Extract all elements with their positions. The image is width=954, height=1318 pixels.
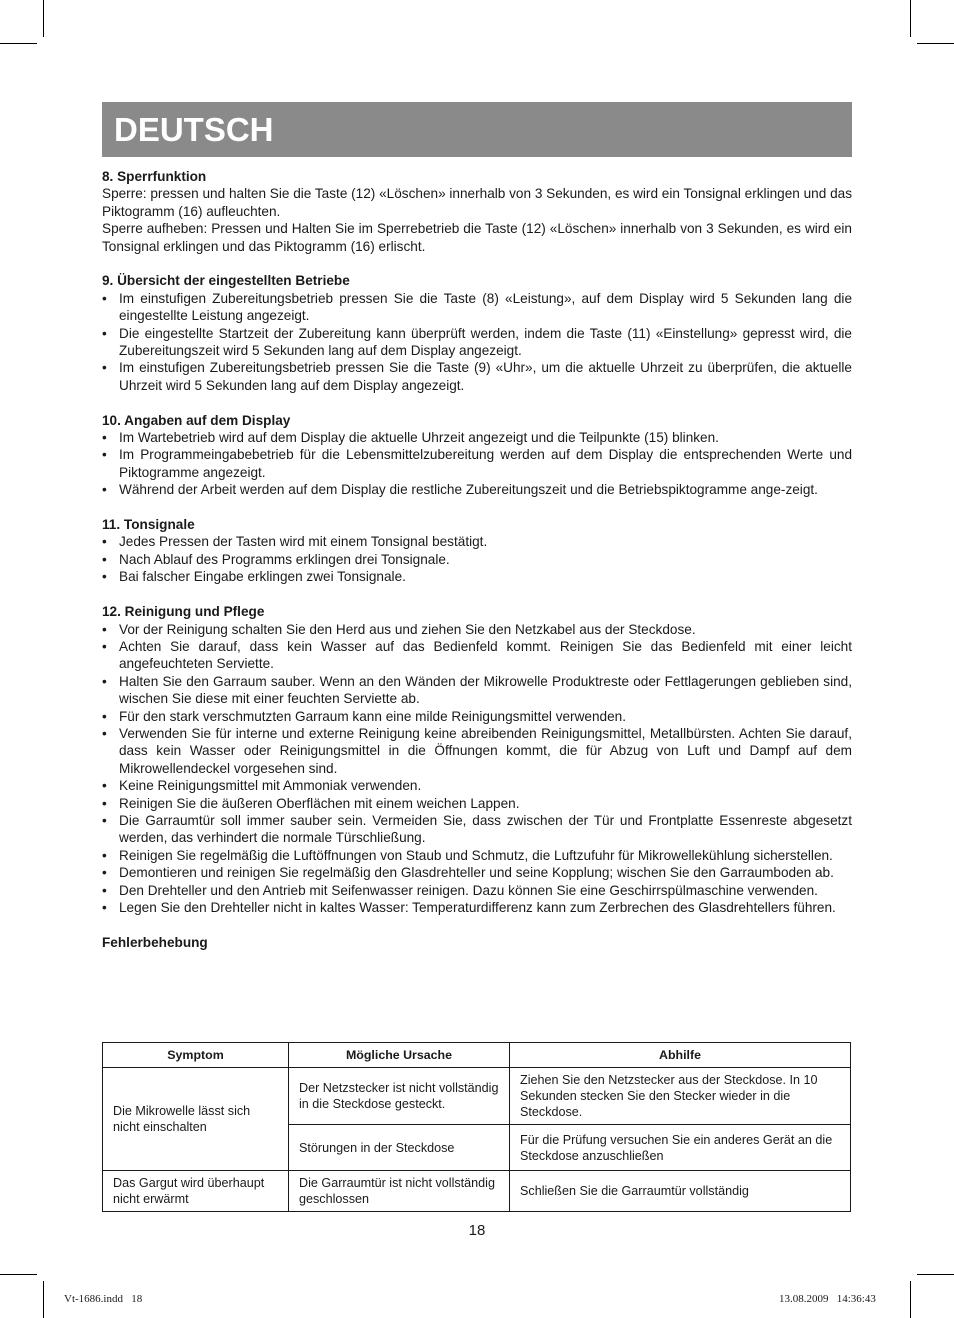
bullet-list: [102, 621, 852, 917]
list-item: • Keine Reinigungsmittel mit Ammoniak verwenden.: [102, 777, 852, 794]
section-paragraph: Sperre aufheben: Pressen und Halten Sie im Sperrebetrieb die Taste (12) «Löschen» innerhalb von 3 Sekunden, es wird ein Tonsignal erklingen und das Piktogramm (16) erlischt.: [102, 221, 852, 254]
list-item: • Achten Sie darauf, dass kein Wasser auf das Bedienfeld kommt. Reinigen Sie das Bedienfeld mit einer leicht angefeuchteten Serviette.: [102, 638, 852, 673]
list-item: • Die eingestellte Startzeit der Zubereitung kann überprüft werden, indem die Taste (11) «Einstellung» gepresst wird, die Zubereitungszeit wird 5 Sekunden lang auf dem Display angezeigt.: [102, 325, 852, 360]
list-item: • Reinigen Sie die äußeren Oberflächen mit einem weichen Lappen.: [102, 795, 852, 812]
list-item: • Verwenden Sie für interne und externe Reinigung keine abreibenden Reinigungsmittel, Metallbürsten. Achten Sie darauf, dass kein Wasser oder Reinigungsmittel in die Öffnungen kommt, die für Abzug von Luft und Dampf auf dem Mikrowellendeckel vorgesehen sind.: [102, 725, 852, 777]
manual-section: [102, 603, 852, 916]
bullet-list: [102, 429, 852, 499]
section-heading: 12. Reinigung und Pflege: [102, 604, 265, 620]
table-cell-cause: Der Netzstecker ist nicht vollständig in die Steckdose gesteckt.: [289, 1068, 510, 1125]
list-item: • Legen Sie den Drehteller nicht in kaltes Wasser: Temperaturdifferenz kann zum Zerbrechen des Glasdrehtellers führen.: [102, 899, 852, 916]
list-item: • Im einstufigen Zubereitungsbetrieb pressen Sie die Taste (9) «Uhr», um die aktuelle Uhrzeit zu überprüfen, die aktuelle Uhrzeit wird 5 Sekunden lang auf dem Display angezeigt.: [102, 359, 852, 394]
column-header-cause: Mögliche Ursache: [289, 1043, 510, 1068]
crop-mark: [910, 0, 911, 37]
list-item: • Jedes Pressen der Tasten wird mit einem Tonsignal bestätigt.: [102, 533, 852, 550]
manual-content: [102, 168, 852, 951]
manual-section: [102, 412, 852, 499]
section-heading: 11. Tonsignale: [102, 517, 195, 533]
crop-mark: [43, 1281, 44, 1318]
list-item: • Während der Arbeit werden auf dem Display die restliche Zubereitungszeit und die Betriebspiktogramme ange-zeigt.: [102, 481, 852, 498]
table-row: [103, 1171, 851, 1212]
crop-mark: [910, 1281, 911, 1318]
list-item: • Im Programmeingabebetrieb für die Lebensmittelzubereitung werden auf dem Display die entsprechenden Werte und Piktogramme angezeigt.: [102, 446, 852, 481]
table-cell-symptom: Das Gargut wird überhaupt nicht erwärmt: [103, 1171, 289, 1212]
manual-section: [102, 272, 852, 394]
table-cell-cause: Störungen in der Steckdose: [289, 1125, 510, 1171]
table-cell-remedy: Ziehen Sie den Netzstecker aus der Steckdose. In 10 Sekunden stecken Sie den Stecker wieder in die Steckdose.: [510, 1068, 851, 1125]
list-item: • Die Garraumtür soll immer sauber sein. Vermeiden Sie, dass zwischen der Tür und Frontplatte Essenreste abgesetzt werden, das verhindert die normale Türschließung.: [102, 812, 852, 847]
column-header-remedy: Abhilfe: [510, 1043, 851, 1068]
section-heading: 10. Angaben auf dem Display: [102, 412, 291, 428]
crop-mark: [917, 43, 954, 44]
manual-section: [102, 168, 852, 255]
table-row: [103, 1068, 851, 1125]
table-cell-symptom: Die Mikrowelle lässt sich nicht einschalten: [103, 1068, 289, 1171]
list-item: • Im Wartebetrieb wird auf dem Display die aktuelle Uhrzeit angezeigt und die Teilpunkte (15) blinken.: [102, 429, 852, 446]
list-item: • Nach Ablauf des Programms erklingen drei Tonsignale.: [102, 551, 852, 568]
list-item: • Für den stark verschmutzten Garraum kann eine milde Reinigungsmittel verwenden.: [102, 708, 852, 725]
column-header-symptom: Symptom: [103, 1043, 289, 1068]
print-slug-filename: Vt-1686.indd 18: [64, 1293, 143, 1305]
troubleshooting-heading: Fehlerbehebung: [102, 934, 208, 950]
list-item: • Den Drehteller und den Antrieb mit Seifenwasser reinigen. Dazu können Sie eine Geschirrspülmaschine verwenden.: [102, 882, 852, 899]
list-item: • Vor der Reinigung schalten Sie den Herd aus und ziehen Sie den Netzkabel aus der Steckdose.: [102, 621, 852, 638]
table-header-row: [103, 1043, 851, 1068]
manual-section: [102, 516, 852, 586]
section-paragraph: Sperre: pressen und halten Sie die Taste (12) «Löschen» innerhalb von 3 Sekunden, es wird ein Tonsignal erklingen und das Piktogramm (16) aufleuchten.: [102, 186, 852, 219]
language-header-bar: [102, 102, 852, 157]
crop-mark: [43, 0, 44, 37]
table-cell-remedy: Schließen Sie die Garraumtür vollständig: [510, 1171, 851, 1212]
page-number: 18: [468, 1222, 486, 1239]
troubleshooting-table: [102, 1042, 851, 1212]
list-item: • Demontieren und reinigen Sie regelmäßig den Glasdrehteller und seine Kopplung; wischen Sie den Garraumboden ab.: [102, 864, 852, 881]
list-item: • Halten Sie den Garraum sauber. Wenn an den Wänden der Mikrowelle Produktreste oder Fettlagerungen geblieben sind, wischen Sie diese mit einer feuchten Serviette ab.: [102, 673, 852, 708]
print-slug-timestamp: 13.08.2009 14:36:43: [779, 1293, 876, 1305]
list-item: • Reinigen Sie regelmäßig die Luftöffnungen von Staub und Schmutz, die Luftzufuhr für Mikrowellekühlung sicherstellen.: [102, 847, 852, 864]
table-cell-cause: Die Garraumtür ist nicht vollständig geschlossen: [289, 1171, 510, 1212]
crop-mark: [0, 1274, 37, 1275]
crop-mark: [917, 1274, 954, 1275]
bullet-list: [102, 533, 852, 585]
list-item: • Im einstufigen Zubereitungsbetrieb pressen Sie die Taste (8) «Leistung», auf dem Display wird 5 Sekunden lang die eingestellte Leistung angezeigt.: [102, 290, 852, 325]
page-title: DEUTSCH: [114, 111, 274, 148]
table-cell-remedy: Für die Prüfung versuchen Sie ein anderes Gerät an die Steckdose anzuschließen: [510, 1125, 851, 1171]
list-item: • Bai falscher Eingabe erklingen zwei Tonsignale.: [102, 568, 852, 585]
bullet-list: [102, 290, 852, 394]
crop-mark: [0, 43, 37, 44]
section-heading: 8. Sperrfunktion: [102, 169, 207, 184]
section-heading: 9. Übersicht der eingestellten Betriebe: [102, 273, 350, 289]
troubleshooting-heading-block: [102, 934, 852, 951]
